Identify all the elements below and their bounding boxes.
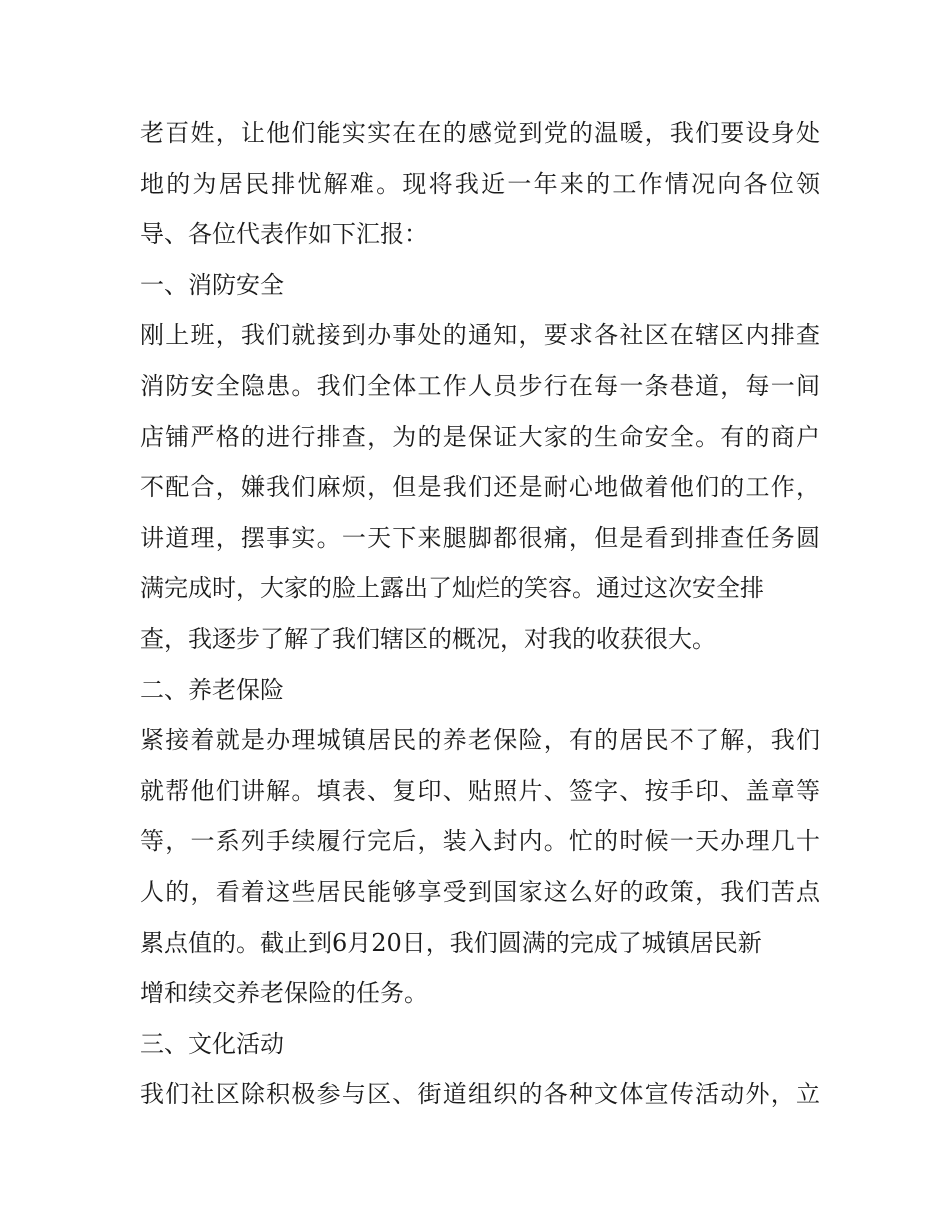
paragraph-line: 不配合，嫌我们麻烦，但是我们还是耐心地做着他们的工作， bbox=[140, 473, 820, 502]
section-heading-fire-safety: 一、消防安全 bbox=[140, 270, 284, 299]
paragraph-line: 查，我逐步了解了我们辖区的概况，对我的收获很大。 bbox=[140, 624, 716, 653]
document-body bbox=[140, 108, 820, 1120]
paragraph-line: 人的，看着这些居民能够享受到国家这么好的政策，我们苦点 bbox=[140, 877, 820, 906]
paragraph-line: 我们社区除积极参与区、街道组织的各种文体宣传活动外，立 bbox=[140, 1080, 820, 1109]
paragraph-line: 老百姓，让他们能实实在在的感觉到党的温暖，我们要设身处 bbox=[140, 119, 820, 147]
paragraph-line: 就帮他们讲解。填表、复印、贴照片、签字、按手印、盖章等 bbox=[140, 776, 820, 805]
paragraph-line: 增和续交养老保险的任务。 bbox=[140, 979, 428, 1008]
paragraph-line: 讲道理，摆事实。一天下来腿脚都很痛，但是看到排查任务圆 bbox=[140, 523, 820, 552]
paragraph-line: 紧接着就是办理城镇居民的养老保险，有的居民不了解，我们 bbox=[140, 726, 820, 755]
paragraph-line: 导、各位代表作如下汇报： bbox=[140, 220, 428, 249]
paragraph-line: 累点值的。截止到6月20日，我们圆满的完成了城镇居民新 bbox=[140, 928, 762, 957]
paragraph-line: 店铺严格的进行排查，为的是保证大家的生命安全。有的商户 bbox=[140, 422, 820, 451]
paragraph-line: 刚上班，我们就接到办事处的通知，要求各社区在辖区内排查 bbox=[140, 321, 820, 350]
paragraph-line: 等，一系列手续履行完后，装入封内。忙的时候一天办理几十 bbox=[140, 827, 820, 856]
paragraph-line: 消防安全隐患。我们全体工作人员步行在每一条巷道，每一间 bbox=[140, 371, 820, 400]
paragraph-line: 满完成时，大家的脸上露出了灿烂的笑容。通过这次安全排 bbox=[140, 574, 764, 603]
paragraph-line: 地的为居民排忧解难。现将我近一年来的工作情况向各位领 bbox=[140, 169, 820, 198]
section-heading-pension-insurance: 二、养老保险 bbox=[140, 675, 284, 704]
section-heading-cultural-activities: 三、文化活动 bbox=[140, 1029, 284, 1058]
